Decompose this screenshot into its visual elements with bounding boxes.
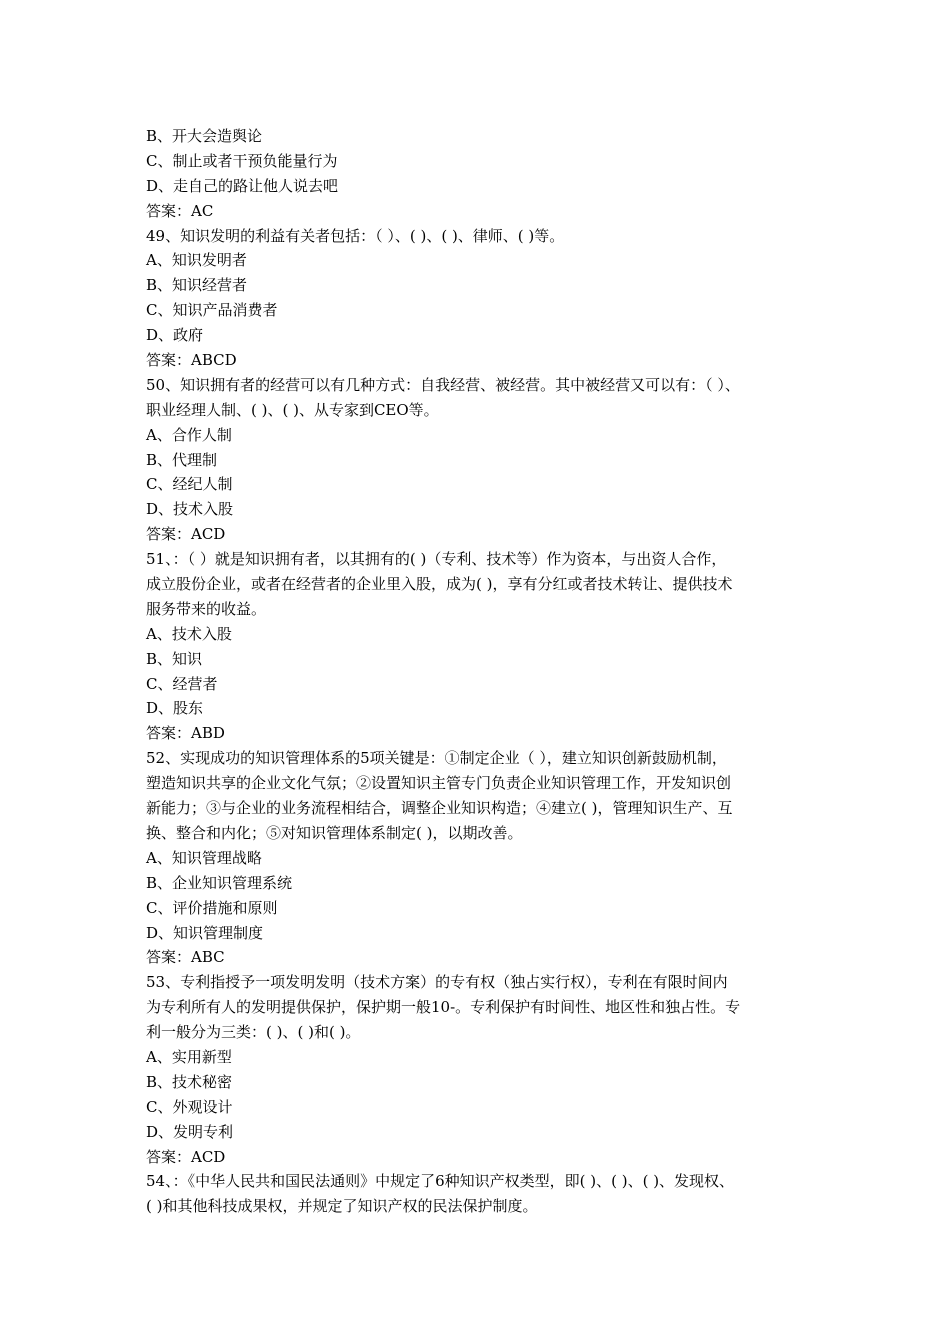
option-line: D、股东 <box>146 699 204 718</box>
option-line: A、知识发明者 <box>146 251 247 270</box>
option-line: B、知识经营者 <box>146 276 248 295</box>
option-line: C、知识产品消费者 <box>146 301 278 320</box>
option-line: D、技术入股 <box>146 500 234 519</box>
answer-line: 答案：AC <box>146 201 214 220</box>
answer-line: 答案：ABCD <box>146 351 237 370</box>
option-line: A、技术入股 <box>146 624 232 643</box>
question-50-cont: 职业经理人制、( )、( )、从专家到CEO等。 <box>146 400 439 419</box>
question-53: 53、专利指授予一项发明发明（技术方案）的专有权（独占实行权），专利在有限时间内 <box>146 973 728 992</box>
option-line: C、经营者 <box>146 674 218 693</box>
question-51-cont: 服务带来的收益。 <box>146 599 267 618</box>
question-54: 54、：《中华人民共和国民法通则》中规定了6种知识产权类型，即( )、( )、( )、发现权、 <box>146 1172 735 1191</box>
option-line: A、合作人制 <box>146 425 232 444</box>
option-line: B、知识 <box>146 649 203 668</box>
option-line: D、知识管理制度 <box>146 923 264 942</box>
option-line: A、知识管理战略 <box>146 848 262 867</box>
text-line: B、开大会造舆论 <box>146 127 263 145</box>
answer-line: 答案：ACD <box>146 525 226 544</box>
option-line: C、经纪人制 <box>146 475 233 494</box>
option-line: D、政府 <box>146 326 204 345</box>
option-line: C、外观设计 <box>146 1097 233 1116</box>
question-51: 51、：（ ）就是知识拥有者，以其拥有的( )（专利、技术等）作为资本，与出资人合作， <box>146 550 727 569</box>
option-line: A、实用新型 <box>146 1047 232 1066</box>
option-line: B、企业知识管理系统 <box>146 873 293 892</box>
question-53-cont: 为专利所有人的发明提供保护，保护期一般10-。专利保护有时间性、地区性和独占性。专 <box>146 998 741 1017</box>
question-52: 52、实现成功的知识管理体系的5项关键是：①制定企业（ ），建立知识创新鼓励机制， <box>146 749 727 768</box>
question-52-cont: 塑造知识共享的企业文化气氛；②设置知识主管专门负责企业知识管理工作，开发知识创 <box>146 774 732 793</box>
question-52-cont: 新能力；③与企业的业务流程相结合，调整企业知识构造；④建立( )，管理知识生产、互 <box>146 799 733 818</box>
document-page <box>146 124 822 1219</box>
question-49: 49、知识发明的利益有关者包括：（ ）、( )、( )、律师、( )等。 <box>146 226 565 245</box>
question-52-cont: 换、整合和内化；⑤对知识管理体系制定( )，以期改善。 <box>146 823 523 842</box>
option-line: B、代理制 <box>146 450 218 469</box>
answer-line: 答案：ACD <box>146 1147 226 1166</box>
option-line: B、技术秘密 <box>146 1072 233 1091</box>
question-50: 50、知识拥有者的经营可以有几种方式：自我经营、被经营。其中被经营又可以有：（ ）、 <box>146 375 740 394</box>
text-line: C、制止或者干预负能量行为 <box>146 151 338 170</box>
option-line: D、发明专利 <box>146 1122 234 1141</box>
text-line: D、走自己的路让他人说去吧 <box>146 176 339 195</box>
question-54-cont: ( )和其他科技成果权，并规定了知识产权的民法保护制度。 <box>146 1197 538 1216</box>
question-53-cont: 利一般分为三类：( )、( )和( )。 <box>146 1023 361 1042</box>
option-line: C、评价措施和原则 <box>146 898 278 917</box>
answer-line: 答案：ABC <box>146 948 225 967</box>
question-51-cont: 成立股份企业，或者在经营者的企业里入股，成为( )，享有分红或者技术转让、提供技术 <box>146 575 733 594</box>
answer-line: 答案：ABD <box>146 724 225 743</box>
